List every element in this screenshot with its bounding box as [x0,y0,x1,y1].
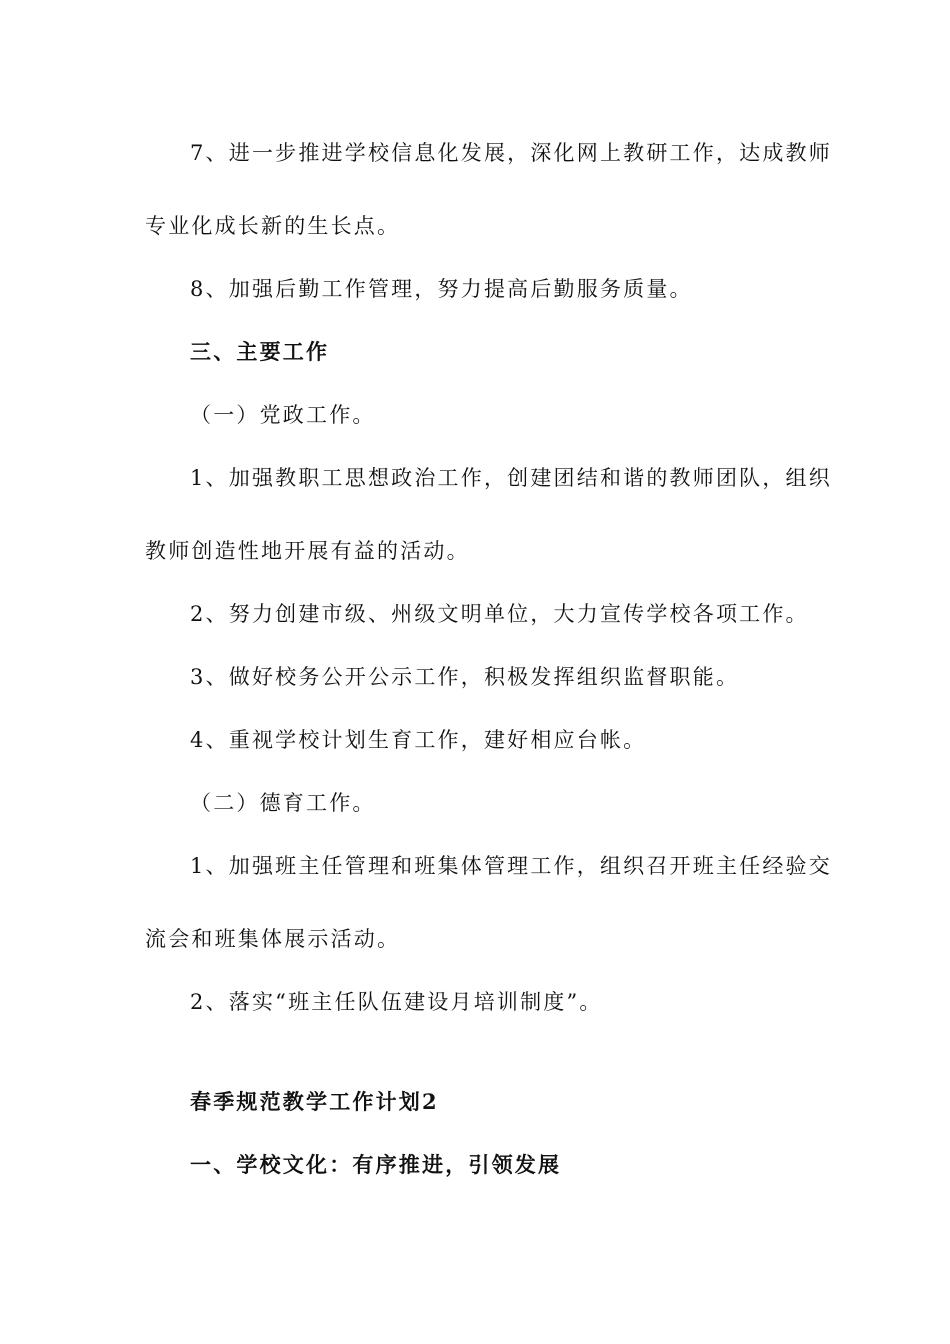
paragraph-party-item-4: 4、重视学校计划生育工作，建好相应台帐。 [190,728,647,752]
paragraph-item-7-continued: 专业化成长新的生长点。 [145,214,401,238]
paragraph-moral-item-1-continued: 流会和班集体展示活动。 [145,927,401,951]
subsection-heading-party-government: （一）党政工作。 [190,403,376,427]
paragraph-moral-item-2: 2、落实“班主任队伍建设月培训制度”。 [190,990,603,1014]
document-title-plan-2: 春季规范教学工作计划2 [190,1089,439,1114]
section-heading-school-culture: 一、学校文化：有序推进，引领发展 [190,1152,562,1177]
paragraph-party-item-1: 1、加强教职工思想政治工作，创建团结和谐的教师团队，组织 [190,466,832,490]
subsection-heading-moral-education: （二）德育工作。 [190,791,376,815]
paragraph-moral-item-1: 1、加强班主任管理和班集体管理工作，组织召开班主任经验交 [190,854,832,878]
section-heading-main-work: 三、主要工作 [190,339,330,364]
paragraph-party-item-2: 2、努力创建市级、州级文明单位，大力宣传学校各项工作。 [190,602,809,626]
paragraph-party-item-1-continued: 教师创造性地开展有益的活动。 [145,539,470,563]
paragraph-item-7: 7、进一步推进学校信息化发展，深化网上教研工作，达成教师 [190,141,832,165]
paragraph-item-8: 8、加强后勤工作管理，努力提高后勤服务质量。 [190,277,693,301]
paragraph-party-item-3: 3、做好校务公开公示工作，积极发挥组织监督职能。 [190,665,740,689]
